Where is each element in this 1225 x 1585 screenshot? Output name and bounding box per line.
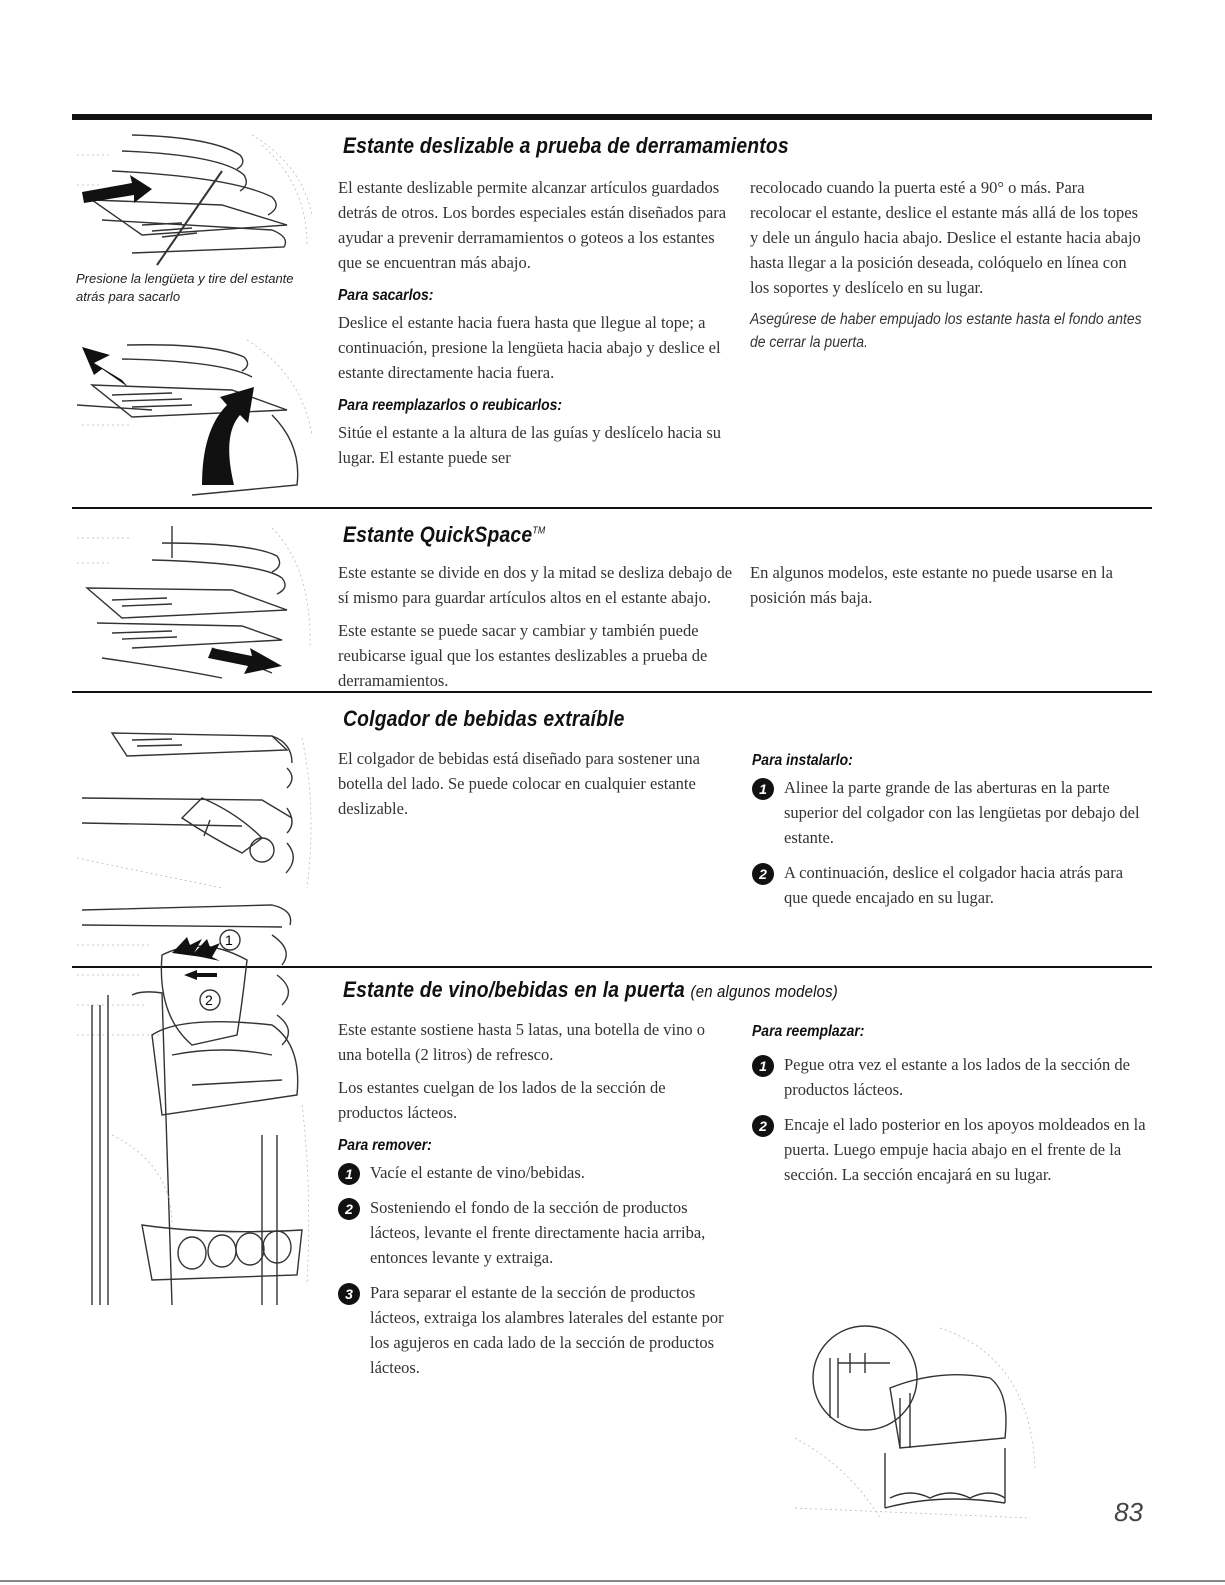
figure-label: 1 <box>225 932 233 948</box>
section-title <box>343 522 545 548</box>
section1-right-column <box>750 175 1145 354</box>
note-text: Asegúrese de haber empujado los estante hasta el fondo antes de cerrar la puerta. <box>750 311 1142 351</box>
step-text: Alinee la parte grande de las aberturas en la parte superior del colgador con las lengüetas por debajo del estante. <box>784 778 1140 847</box>
section2-right-column <box>750 560 1145 618</box>
remove-step <box>338 1280 728 1380</box>
body-text: recolocado cuando la puerta esté a 90° o más. Para recolocar el estante, deslice el estante más allá de los topes y dele un ángulo hacia abajo. Deslice el estante hacia abajo hasta llegar a la posición deseada, colóquelo en línea con los soportes y deslícelo en su lugar. <box>750 178 1141 297</box>
shelf-removal-illustration <box>72 335 322 500</box>
beverage-rack-illustration <box>72 728 322 893</box>
door-wine-rack-illustration <box>72 985 322 1315</box>
sliding-shelf-illustration <box>72 125 322 275</box>
install-step <box>752 775 1147 850</box>
body-text: Este estante se puede sacar y cambiar y también puede reubicarse igual que los estantes deslizables a prueba de derramamientos. <box>338 621 708 690</box>
section2-left-column <box>338 560 733 701</box>
subheading: Para remover: <box>338 1137 432 1154</box>
subheading: Para reemplazarlos o reubicarlos: <box>338 397 563 414</box>
step-number-badge: 3 <box>338 1283 360 1305</box>
section4-right-column <box>752 1017 1147 1197</box>
section1-left-column <box>338 175 733 478</box>
step-text: Pegue otra vez el estante a los lados de la sección de productos lácteos. <box>784 1055 1130 1099</box>
section-title <box>343 977 838 1003</box>
body-text: El estante deslizable permite alcanzar artículos guardados detrás de otros. Los bordes especiales están diseñados para ayudar a prevenir derramamientos o goteos a los estantes que se encuentran más abajo. <box>338 178 727 272</box>
body-text: Deslice el estante hacia fuera hasta que llegue al tope; a continuación, presione la lengüeta hacia abajo y deslice el estante directamente hacia fuera. <box>338 313 721 382</box>
body-text: Este estante sostiene hasta 5 latas, una botella de vino o una botella (2 litros) de refresco. <box>338 1020 706 1064</box>
bottom-rule <box>0 1580 1225 1582</box>
step-text: Encaje el lado posterior en los apoyos moldeados en la puerta. Luego empuje hacia abajo en el frente de la sección. La sección encajará en su lugar. <box>784 1115 1146 1184</box>
body-text: El colgador de bebidas está diseñado para sostener una botella del lado. Se puede colocar en cualquier estante deslizable. <box>338 749 700 818</box>
step-text: Sosteniendo el fondo de la sección de productos lácteos, levante el frente directamente hacia arriba, entonces levante y extraiga. <box>370 1198 706 1267</box>
figure-caption: Presione la lengüeta y tire del estante atrás para sacarlo <box>76 271 294 304</box>
page-number: 83 <box>1114 1497 1143 1527</box>
step-number-badge: 2 <box>338 1198 360 1220</box>
section-title-suffix: (en algunos modelos) <box>690 982 838 1001</box>
step-text: A continuación, deslice el colgador hacia atrás para que quede encajado en su lugar. <box>784 863 1124 907</box>
body-text: Los estantes cuelgan de los lados de la sección de productos lácteos. <box>338 1078 666 1122</box>
subheading: Para sacarlos: <box>338 287 434 304</box>
section3-left-column <box>338 746 733 829</box>
replace-step <box>752 1112 1147 1187</box>
section-title: Colgador de bebidas extraíble <box>343 706 625 731</box>
section-divider <box>72 507 1152 509</box>
install-step <box>752 860 1147 910</box>
section-title-text: Estante de vino/bebidas en la puerta <box>343 977 686 1002</box>
remove-step <box>338 1160 728 1185</box>
section-title: Estante deslizable a prueba de derramamientos <box>343 133 789 158</box>
body-text: En algunos modelos, este estante no puede usarse en la posición más baja. <box>750 563 1113 607</box>
trademark-symbol: TM <box>532 525 546 537</box>
dairy-section-illustration <box>790 1318 1040 1528</box>
replace-step <box>752 1052 1147 1102</box>
subheading: Para instalarlo: <box>752 752 853 769</box>
remove-step <box>338 1195 728 1270</box>
section4-left-column <box>338 1017 728 1390</box>
section-title-text: Estante QuickSpace <box>343 522 533 547</box>
body-text: Este estante se divide en dos y la mitad se desliza debajo de sí mismo para guardar artículos altos en el estante abajo. <box>338 563 733 607</box>
quickspace-shelf-illustration <box>72 518 322 683</box>
step-number-badge: 2 <box>752 1115 774 1137</box>
step-number-badge: 1 <box>752 1055 774 1077</box>
step-number-badge: 1 <box>752 778 774 800</box>
step-number-badge: 1 <box>338 1163 360 1185</box>
step-number-badge: 2 <box>752 863 774 885</box>
step-text: Para separar el estante de la sección de productos lácteos, extraiga los alambres laterales del estante por los agujeros en cada lado de la sección de productos lácteos. <box>370 1283 724 1377</box>
top-rule <box>72 114 1152 120</box>
step-text: Vacíe el estante de vino/bebidas. <box>370 1163 585 1182</box>
body-text: Sitúe el estante a la altura de las guías y deslícelo hacia su lugar. El estante puede ser <box>338 423 722 467</box>
figure-label: 2 <box>205 992 213 1008</box>
subheading: Para reemplazar: <box>752 1023 865 1040</box>
section3-right-column <box>752 746 1147 920</box>
